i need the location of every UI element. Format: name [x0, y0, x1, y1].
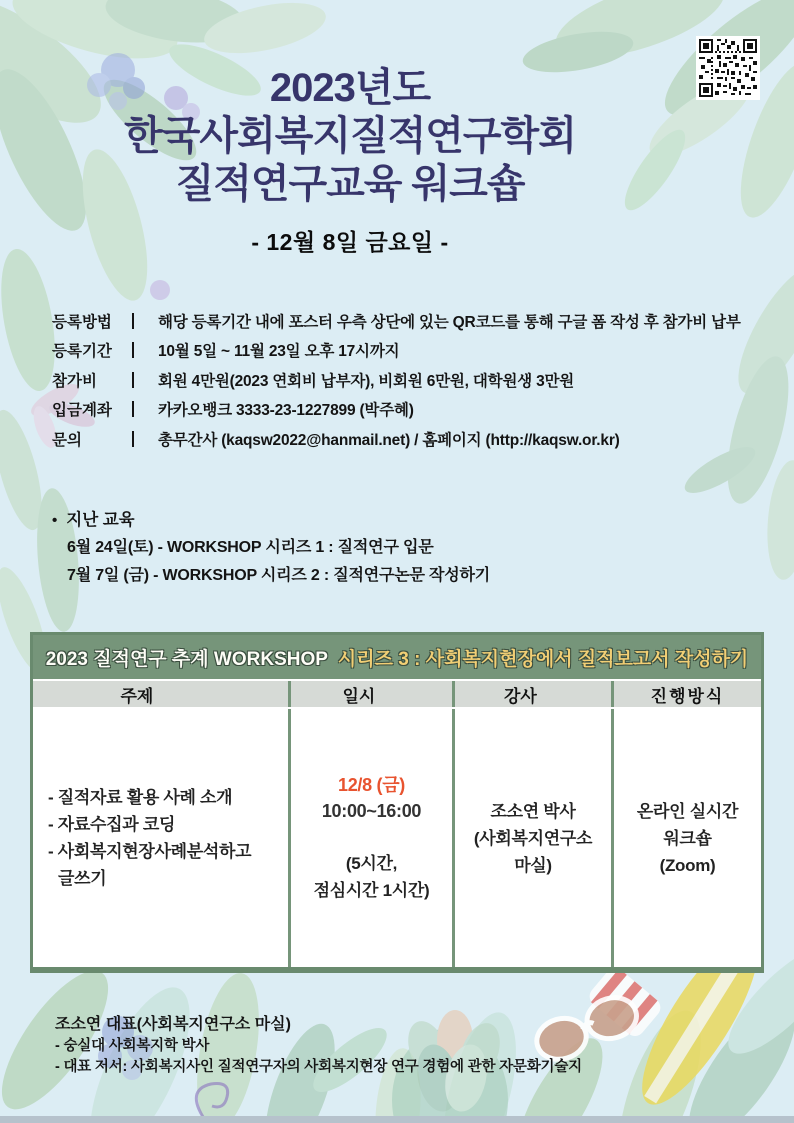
info-value: 총무간사 (kaqsw2022@hanmail.net) / 홈페이지 (http://kaqsw.or.kr) [158, 431, 620, 449]
instructor-name: 조소연 박사 [490, 801, 576, 821]
info-value: 10월 5일 ~ 11월 23일 오후 17시까지 [158, 343, 400, 361]
column-header-label: 진행방식 [650, 686, 725, 706]
info-value: 해당 등록기간 내에 포스터 우측 상단에 있는 QR코드를 통해 구글 폼 작성 후 참가비 납부 [158, 313, 741, 331]
past-education-item: 6월 24일(토) - WORKSHOP 시리즈 1 : 질적연구 입문 [67, 539, 434, 556]
column-header-topic [33, 681, 288, 707]
qr-code-icon [696, 36, 760, 100]
column-header-instructor [455, 681, 611, 707]
table-header-row [33, 679, 761, 709]
title-block [0, 64, 700, 257]
column-header-label: 주제 [120, 686, 154, 706]
info-label: 입금계좌 [52, 402, 112, 420]
band-title-main: 2023 질적연구 추계 WORKSHOP [45, 648, 328, 670]
column-header-format [614, 681, 761, 707]
info-separator [132, 313, 134, 329]
column-header-datetime [291, 681, 452, 707]
column-header-label: 일시 [342, 686, 376, 706]
info-value: 카카오뱅크 3333-23-1227899 (박주혜) [158, 402, 414, 420]
info-label: 문의 [52, 431, 82, 449]
info-separator [132, 342, 134, 358]
past-education-section [52, 507, 702, 590]
info-label: 등록방법 [52, 313, 112, 331]
bullet-dot: • [52, 512, 58, 529]
cell-format [614, 709, 761, 967]
info-value: 회원 4만원(2023 연회비 납부자), 비회원 6만원, 대학원생 3만원 [158, 372, 575, 390]
workshop-table-title-band [33, 635, 761, 679]
instructor-bio-section [55, 1013, 755, 1078]
format-line: 워크숍 [663, 828, 712, 848]
poster-title-event: 질적연구교육 워크숍 [175, 162, 525, 206]
instructor-bio-heading: 조소연 대표(사회복지연구소 마실) [55, 1016, 291, 1033]
instructor-bio-line: - 숭실대 사회복지학 박사 [55, 1038, 210, 1054]
format-line: 온라인 실시간 [636, 801, 739, 821]
poster-title-society: 한국사회복지질적연구학회 [124, 114, 576, 158]
schedule-note: 점심시간 1시간) [313, 881, 430, 900]
info-separator [132, 431, 134, 447]
topic-item-continued: 글쓰기 [58, 869, 107, 888]
instructor-affiliation: 마실) [514, 855, 552, 875]
cell-topic [33, 709, 288, 967]
past-education-item: 7월 7일 (금) - WORKSHOP 시리즈 2 : 질적연구논문 작성하기 [67, 567, 491, 584]
schedule-note: (5시간, [345, 854, 398, 873]
info-row-contact [52, 424, 762, 454]
past-education-title-text: 지난 교육 [66, 511, 135, 529]
poster-subtitle-date: - 12월 8일 금요일 - [251, 229, 449, 255]
instructor-bio-line: - 대표 저서: 사회복지사인 질적연구자의 사회복지현장 연구 경험에 관한 자문화기술지 [55, 1059, 582, 1075]
schedule-date: 12/8 (금) [337, 775, 405, 795]
registration-info-section [52, 306, 762, 454]
cell-datetime [291, 709, 452, 967]
band-title-accent: 시리즈 3 : 사회복지현장에서 질적보고서 작성하기 [337, 648, 749, 670]
past-education-title [52, 507, 702, 534]
info-row-method [52, 306, 762, 336]
workshop-table [30, 632, 764, 973]
poster-title-year: 2023년도 [269, 66, 431, 110]
info-row-period [52, 336, 762, 366]
info-separator [132, 372, 134, 388]
column-header-label: 강사 [504, 686, 537, 706]
schedule-time: 10:00~16:00 [321, 801, 422, 821]
info-separator [132, 401, 134, 417]
topic-item: - 사회복지현장사례분석하고 [48, 842, 252, 861]
format-line: (Zoom) [659, 855, 716, 875]
table-body-row [33, 709, 761, 967]
info-label: 참가비 [52, 372, 97, 390]
cell-instructor [455, 709, 611, 967]
qr-code-pattern [699, 39, 757, 97]
info-row-account [52, 395, 762, 425]
instructor-affiliation: (사회복지연구소 [473, 828, 593, 848]
topic-item: - 질적자료 활용 사례 소개 [48, 788, 233, 807]
topic-item: - 자료수집과 코딩 [48, 815, 176, 834]
info-row-fee [52, 365, 762, 395]
info-label: 등록기간 [52, 343, 112, 361]
